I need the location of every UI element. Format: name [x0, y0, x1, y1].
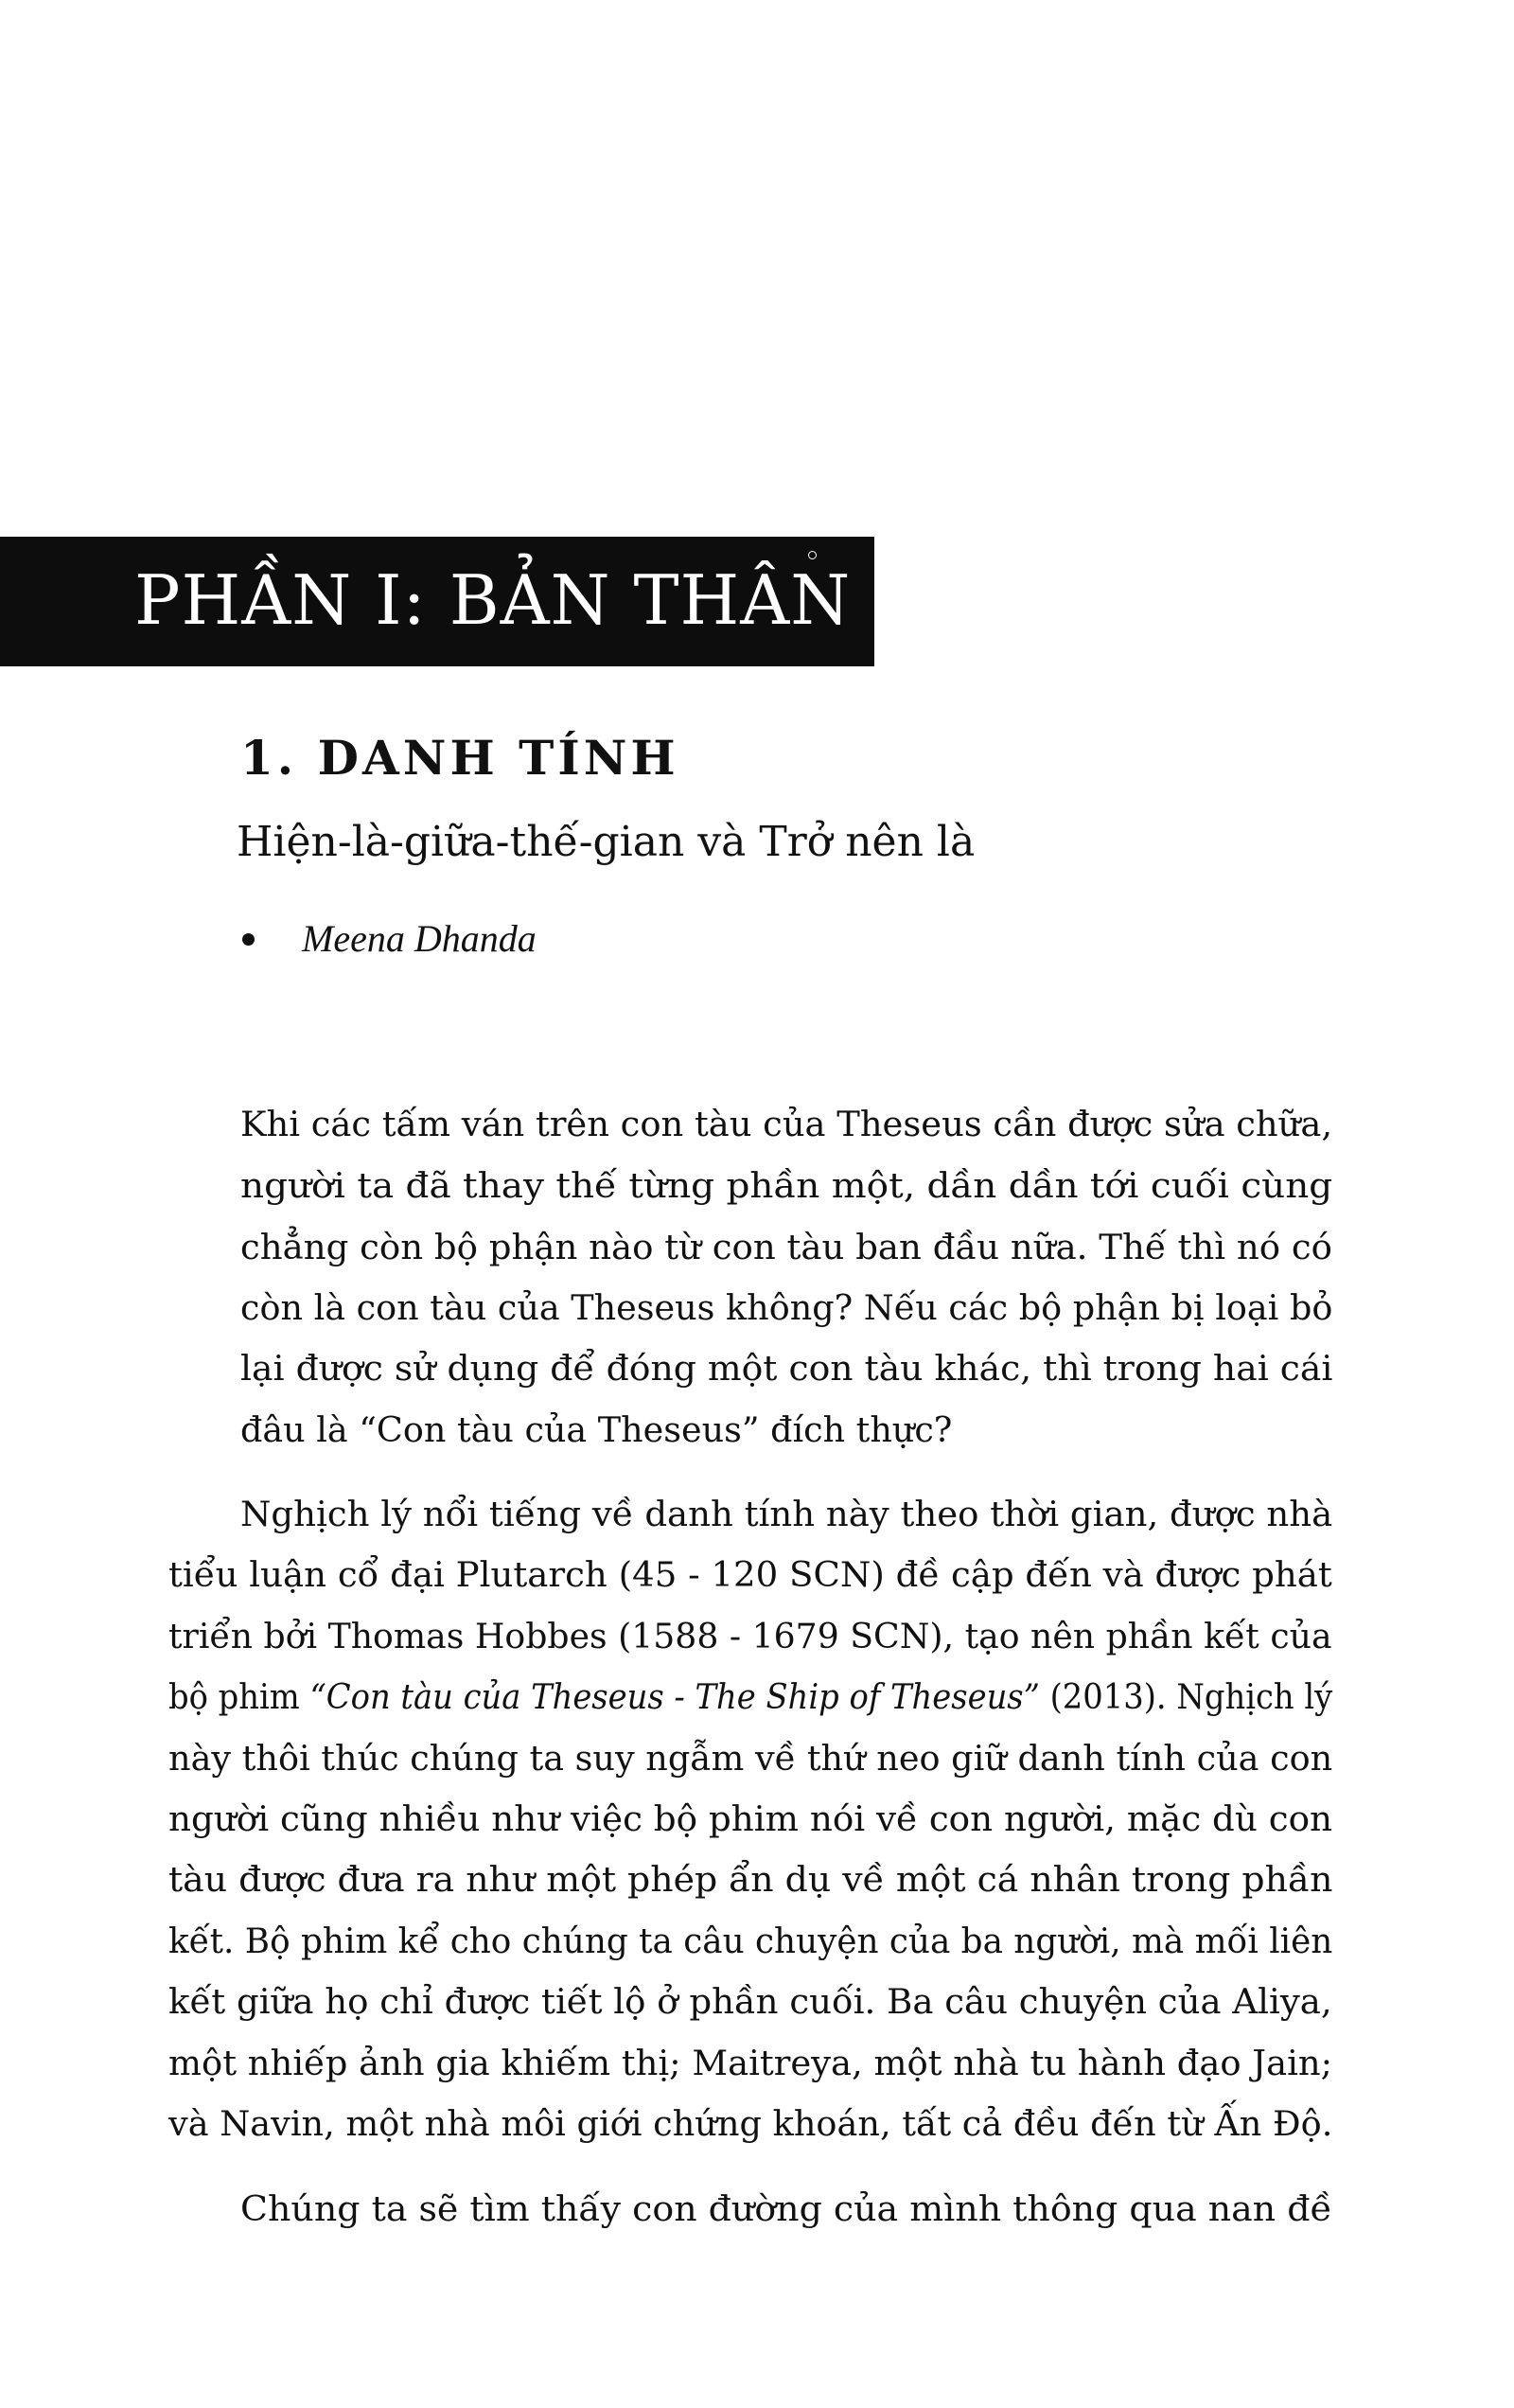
- banner-ring-mark: [808, 551, 817, 559]
- chapter-title: 1. DANH TÍNH: [240, 730, 679, 786]
- chapter-subtitle: Hiện-là-giữa-thế-gian và Trở nên là: [237, 818, 976, 866]
- paragraph-1-line: lại được sử dụng để đóng một con tàu khác, thì trong hai cái: [240, 1348, 1333, 1389]
- paragraph-2-line: tàu được đưa ra như một phép ẩn dụ về một cá nhân trong phần: [168, 1859, 1333, 1900]
- paragraph-1-line: chẳng còn bộ phận nào từ con tàu ban đầu nữa. Thế thì nó có: [240, 1227, 1332, 1267]
- bullet-icon: [242, 933, 255, 946]
- paragraph-2-line: kết giữa họ chỉ được tiết lộ ở phần cuối. Ba câu chuyện của Aliya,: [168, 1981, 1332, 2022]
- paragraph-2-line: triển bởi Thomas Hobbes (1588 - 1679 SCN), tạo nên phần kết của: [168, 1616, 1332, 1656]
- paragraph-1-line: đâu là “Con tàu của Theseus” đích thực?: [240, 1409, 953, 1450]
- paragraph-2-line: người cũng nhiều như việc bộ phim nói về con người, mặc dù con: [168, 1798, 1333, 1839]
- paragraph-3-line: Chúng ta sẽ tìm thấy con đường của mình thông qua nan đề: [240, 2188, 1332, 2229]
- paragraph-2-film-line: [168, 1676, 1333, 1717]
- part-title: PHẦN I: BẢN THÂN: [134, 560, 852, 640]
- paragraph-1-line: người ta đã thay thế từng phần một, dần dần tới cuối cùng: [240, 1165, 1333, 1206]
- paragraph-2-line: này thôi thúc chúng ta suy ngẫm về thứ neo giữ danh tính của con: [168, 1738, 1333, 1779]
- paragraph-2-line: một nhiếp ảnh gia khiếm thị; Maitreya, một nhà tu hành đạo Jain;: [168, 2043, 1333, 2083]
- paragraph-1-line: còn là con tàu của Theseus không? Nếu các bộ phận bị loại bỏ: [240, 1287, 1333, 1328]
- text-segment: bộ phim: [168, 1676, 310, 1717]
- paragraph-1-line: Khi các tấm ván trên con tàu của Theseus cần được sửa chữa,: [240, 1104, 1333, 1144]
- paragraph-2-line: kết. Bộ phim kể cho chúng ta câu chuyện của ba người, mà mối liên: [168, 1921, 1333, 1961]
- film-title: “Con tàu của Theseus - The Ship of Theseus”: [309, 1676, 1040, 1717]
- author-name: Meena Dhanda: [302, 917, 537, 960]
- author-line: [242, 917, 537, 960]
- text-segment: (2013). Nghịch lý: [1039, 1676, 1333, 1717]
- paragraph-2-line: và Navin, một nhà môi giới chứng khoán, tất cả đều đến từ Ấn Độ.: [168, 2103, 1333, 2144]
- paragraph-2-line: tiểu luận cổ đại Plutarch (45 - 120 SCN) đề cập đến và được phát: [168, 1554, 1332, 1595]
- paragraph-2-line: Nghịch lý nổi tiếng về danh tính này theo thời gian, được nhà: [240, 1494, 1333, 1534]
